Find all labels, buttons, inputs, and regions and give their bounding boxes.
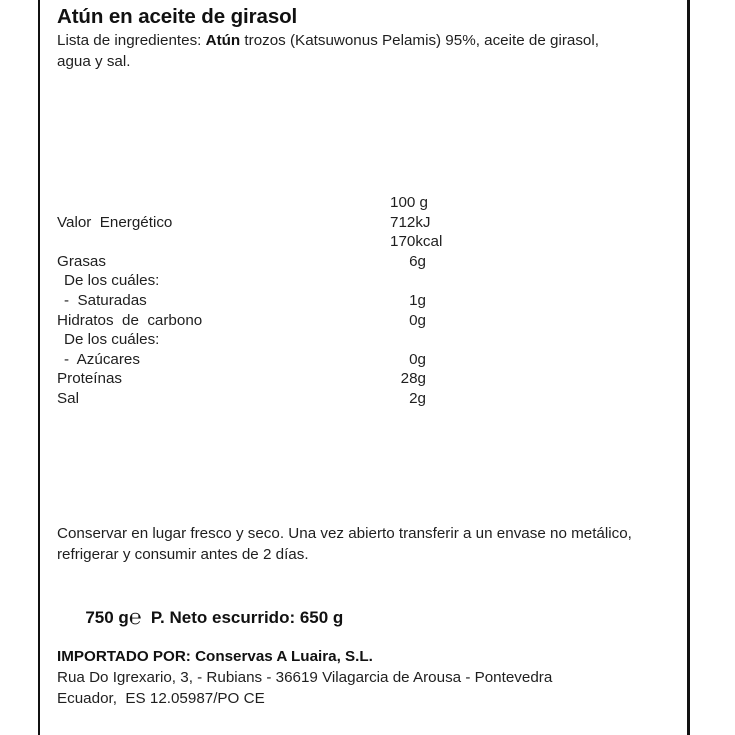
ingredients-detail: trozos (Katsuwonus Pelamis) 95%, aceite de girasol, agua y sal.: [57, 32, 599, 70]
nutrient-label: Sal: [57, 389, 79, 407]
nutrition-header-row: [57, 194, 467, 214]
importer-heading: IMPORTADO POR: Conservas A Luaira, S.L.: [57, 648, 373, 665]
importer-address-line-2: Ecuador, ES 12.05987/PO CE: [57, 690, 265, 707]
nutrition-label-card: [38, 0, 690, 735]
nutrient-label: Hidratos de carbono: [57, 311, 203, 329]
ingredients-label: Lista de ingredientes:: [57, 32, 206, 49]
gross-weight: 750 g: [85, 608, 129, 627]
importer-block: [57, 646, 637, 709]
table-row: [57, 233, 467, 253]
nutrition-column-header: 100 g: [390, 194, 429, 211]
table-row: [57, 351, 467, 371]
drained-weight: P. Neto escurrido: 650 g: [150, 608, 344, 627]
nutrient-value: 28g: [400, 370, 426, 388]
nutrient-label: Valor Energético: [57, 213, 173, 231]
nutrient-value: 2g: [409, 389, 426, 407]
nutrient-value: 170kcal: [390, 233, 443, 251]
nutrition-table: [57, 194, 467, 410]
nutrient-label: De los cuáles:: [64, 272, 160, 290]
table-row: [57, 331, 467, 351]
table-row: [57, 370, 467, 390]
estimated-sign-icon: ℮: [128, 606, 142, 629]
table-row: [57, 390, 467, 410]
nutrient-label: - Azúcares: [64, 350, 140, 368]
nutrient-label: De los cuáles:: [64, 331, 160, 349]
nutrient-value: 1g: [409, 291, 426, 309]
importer-address-line-1: Rua Do Igrexario, 3, - Rubians - 36619 Vilagarcia de Arousa - Pontevedra: [57, 669, 553, 686]
table-row: [57, 214, 467, 234]
nutrient-value: 6g: [409, 252, 426, 270]
nutrient-value: 0g: [409, 311, 426, 329]
nutrient-value: 712kJ: [390, 213, 431, 231]
nutrient-label: Grasas: [57, 252, 106, 270]
net-weight-line: [57, 586, 343, 650]
storage-instructions: Conservar en lugar fresco y seco. Una vez abierto transferir a un envase no metálico, refrigerar y consumir antes de 2 días.: [57, 525, 632, 563]
nutrient-value: 0g: [409, 350, 426, 368]
nutrient-label: - Saturadas: [64, 291, 147, 309]
page-title: Atún en aceite de girasol: [57, 5, 298, 28]
table-row: [57, 312, 467, 332]
ingredients-list: [57, 31, 632, 72]
table-row: [57, 292, 467, 312]
ingredients-highlight: Atún: [205, 32, 241, 49]
table-row: [57, 272, 467, 292]
label-content: [40, 0, 687, 735]
nutrient-label: Proteínas: [57, 370, 123, 388]
table-row: [57, 253, 467, 273]
